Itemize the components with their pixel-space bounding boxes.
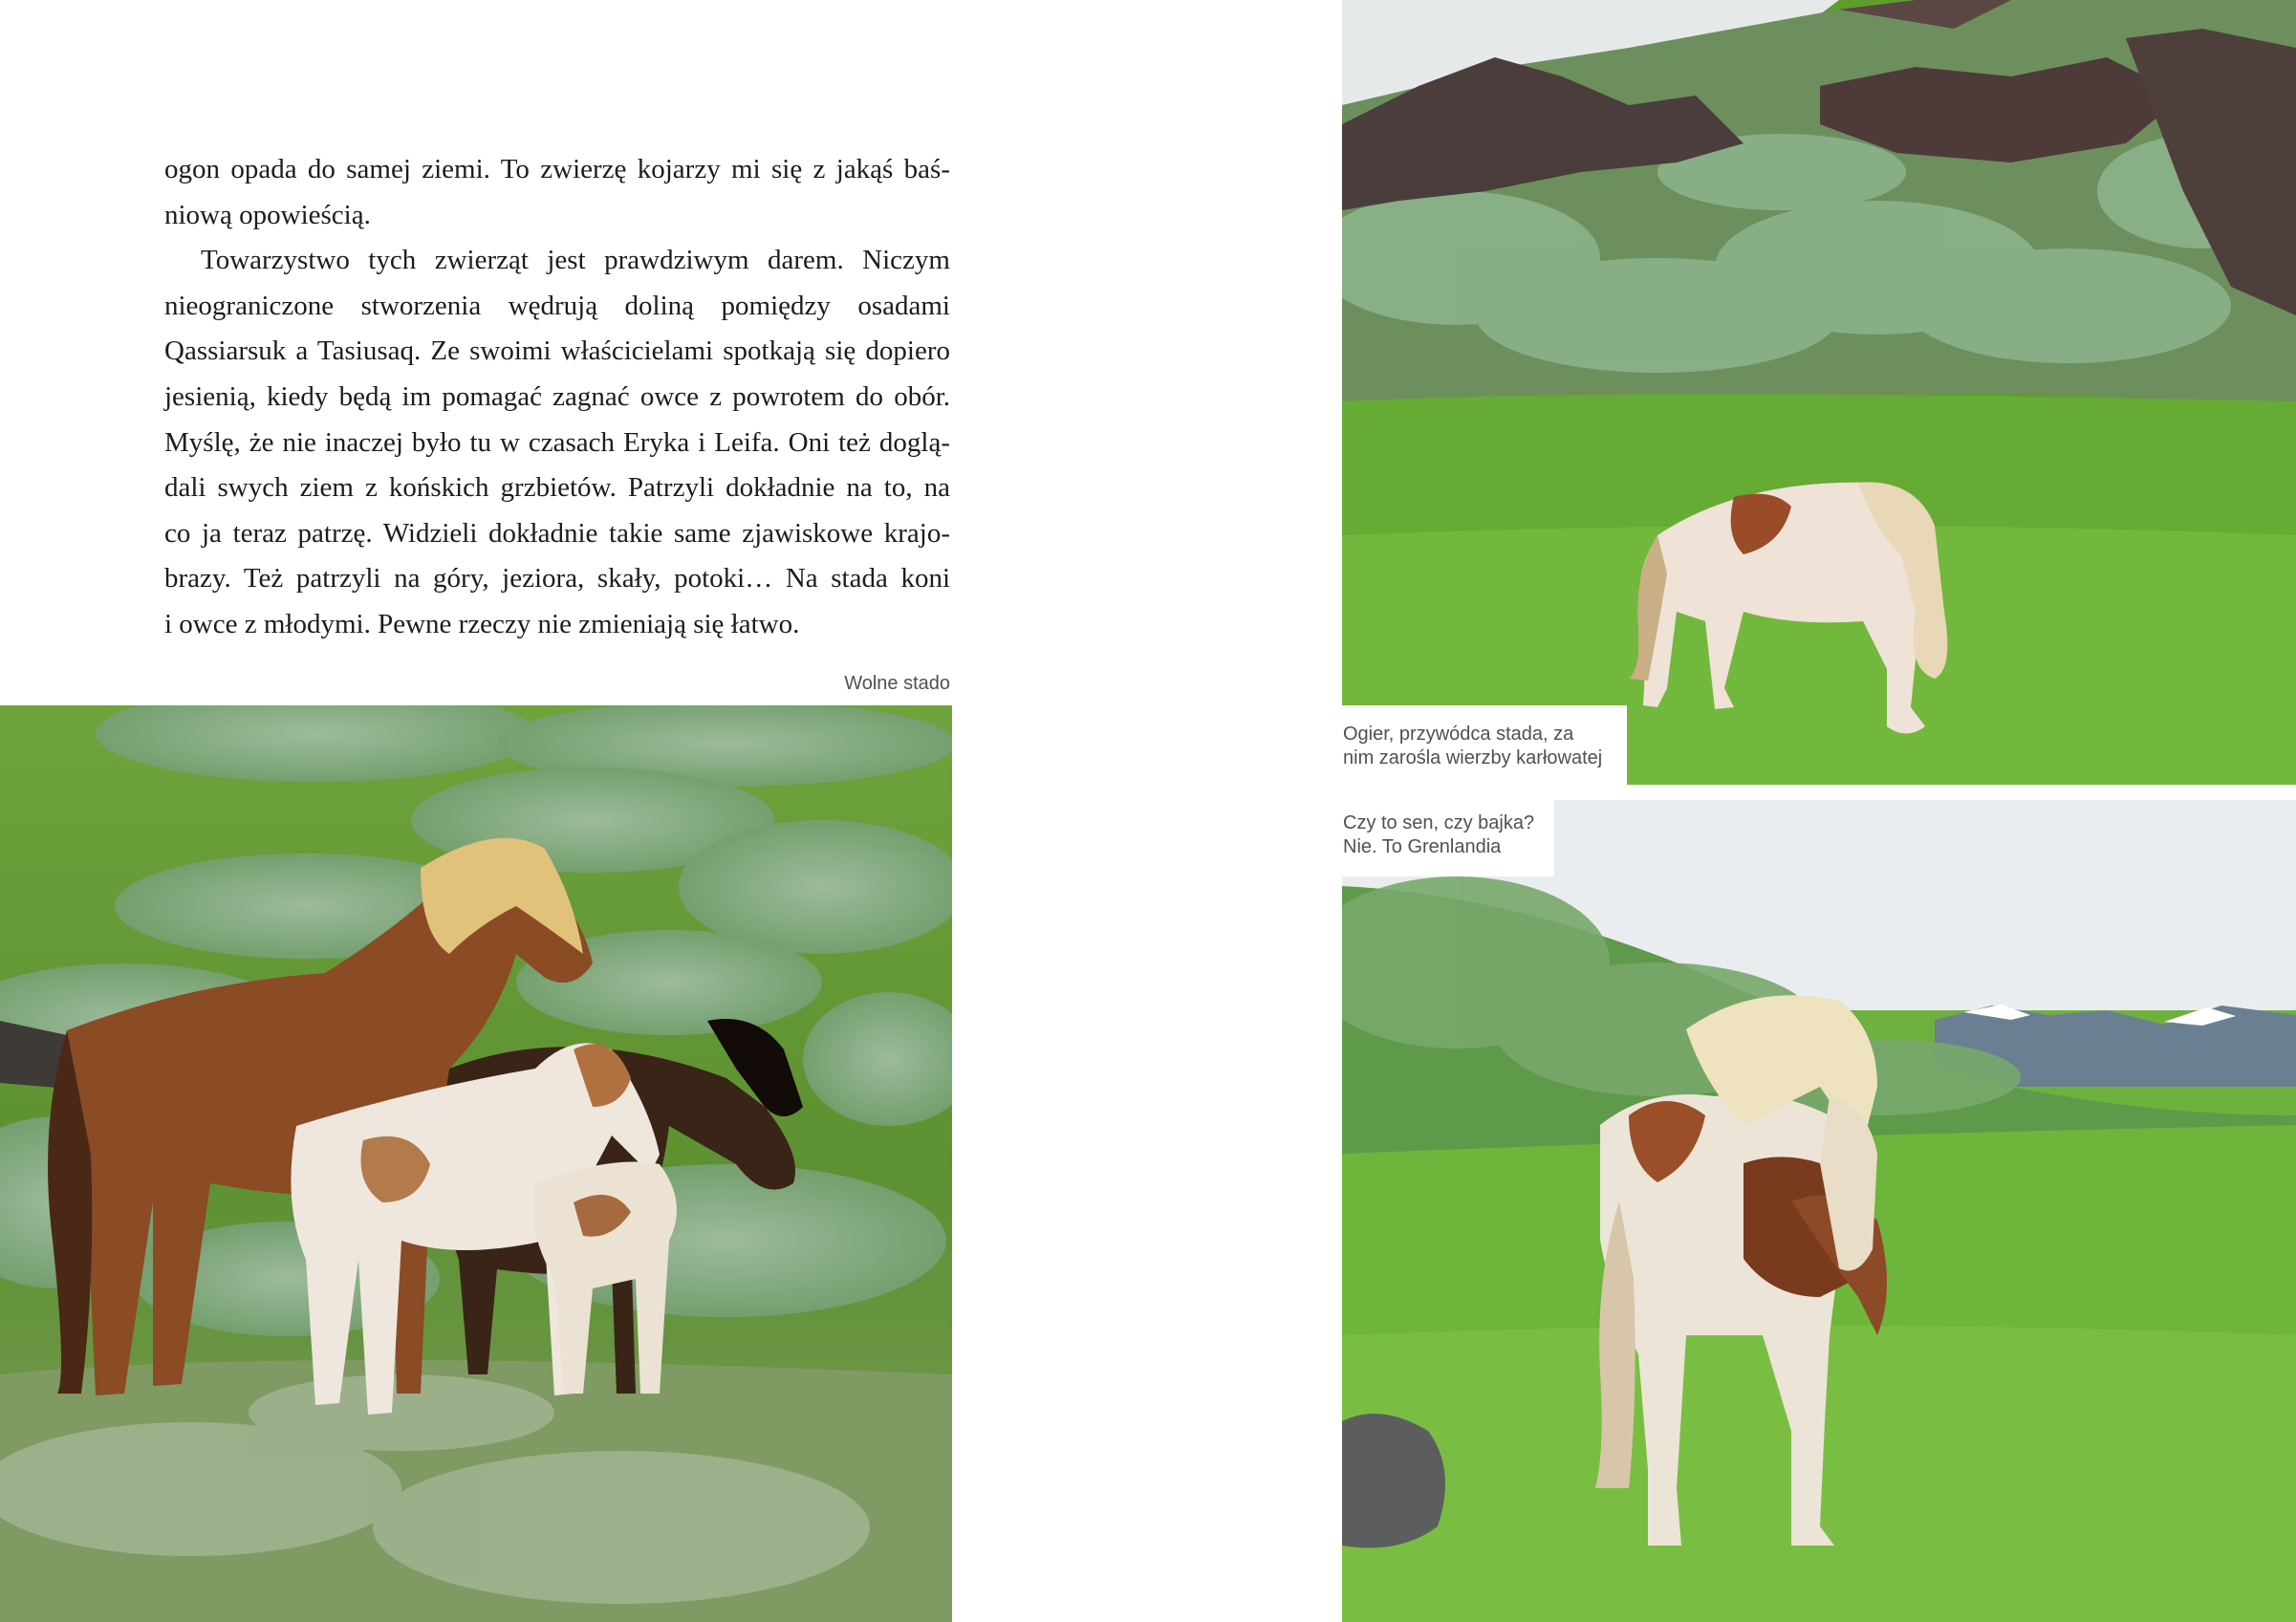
pony-caption (1343, 811, 1553, 859)
stallion-photo (1342, 0, 2296, 785)
text-line: jesienią, kiedy będą im pomagać zagnać owce z powrotem do obór. (164, 380, 950, 412)
herd-photo-illustration (0, 705, 952, 1622)
herd-photo (0, 705, 952, 1622)
pony-photo (1342, 800, 2296, 1622)
caption-line: Czy to sen, czy bajka? (1343, 812, 1535, 833)
paragraph-1 (164, 147, 950, 238)
caption-line: nim zarośla wierzby karłowatej (1343, 747, 1603, 768)
text-line: Myślę, że nie inaczej było tu w czasach Eryka i Leifa. Oni też doglą- (164, 426, 950, 458)
right-page (1148, 0, 2296, 1622)
text-line: Towarzystwo tych zwierząt jest prawdziwym darem. Niczym (201, 245, 950, 276)
caption-line: Ogier, przywódca stada, za (1343, 724, 1574, 745)
text-line: Qassiarsuk a Tasiusaq. Ze swoimi właścicielami spotkają się dopiero (164, 335, 950, 367)
text-line: niową opowieścią. (164, 199, 371, 230)
caption-line: Nie. To Grenlandia (1343, 836, 1502, 857)
stallion-photo-illustration (1342, 0, 2296, 785)
text-line: nieograniczone stworzenia wędrują doliną pomiędzy osadami (164, 290, 950, 321)
pony-photo-illustration (1342, 800, 2296, 1622)
body-text (164, 147, 950, 648)
text-line: dali swych ziem z końskich grzbietów. Patrzyli dokładnie na to, na (164, 472, 950, 504)
text-line: co ja teraz patrzę. Widzieli dokładnie takie same zjawiskowe krajo- (164, 517, 950, 549)
text-line: i owce z młodymi. Pewne rzeczy nie zmieniają się łatwo. (164, 608, 800, 639)
text-line: brazy. Też patrzyli na góry, jeziora, skały, potoki… Na stada koni (164, 563, 950, 595)
herd-caption: Wolne stado (844, 673, 950, 694)
stallion-caption (1343, 723, 1626, 770)
paragraph-2 (164, 238, 950, 647)
text-line: ogon opada do samej ziemi. To zwierzę kojarzy mi się z jakąś baś- (164, 154, 950, 184)
